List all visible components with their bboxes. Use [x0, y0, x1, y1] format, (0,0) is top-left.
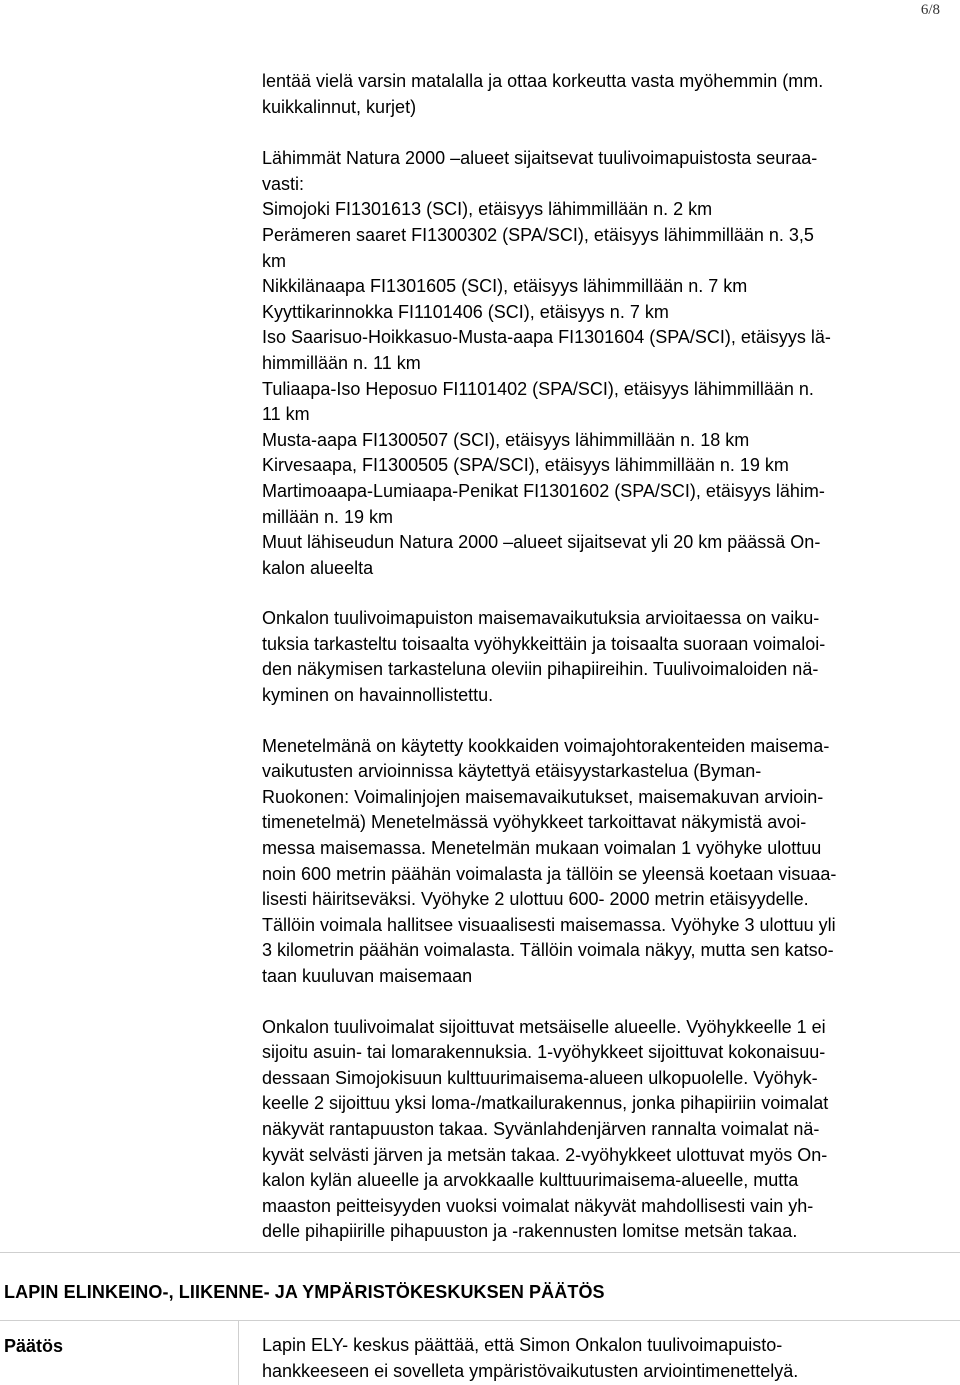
text-line: lentää vielä varsin matalalla ja ottaa korkeutta vasta myöhemmin (mm. [262, 71, 824, 91]
text-line: Kyyttikarinnokka FI1101406 (SCI), etäisyys n. 7 km [262, 301, 669, 322]
section-heading: LAPIN ELINKEINO-, LIIKENNE- JA YMPÄRISTÖKESKUKSEN PÄÄTÖS [4, 1282, 605, 1302]
text-line: Lähimmät Natura 2000 –alueet sijaitsevat tuulivoimapuistosta seuraa- [262, 148, 818, 169]
text-line: noin 600 metrin päähän voimalasta ja tällöin se yleensä koetaan visuaa- [262, 863, 837, 884]
text-line: Nikkilänaapa FI1301605 (SCI), etäisyys lähimmillään n. 7 km [262, 276, 748, 297]
text-line: dessaan Simojokisuun kulttuurimaisema-alueen ulkopuolelle. Vyöhyk- [262, 1067, 818, 1088]
text-line: delle pihapiirille pihapuuston ja -rakennusten lomitse metsän takaa. [262, 1221, 798, 1242]
text-line: vaikutusten arvioinnissa käytettyä etäisyystarkastelua (Byman- [262, 761, 762, 782]
method-paragraph [262, 734, 960, 990]
text-line: millään n. 19 km [262, 506, 394, 527]
landscape-paragraph [262, 606, 960, 708]
text-line: Martimoaapa-Lumiaapa-Penikat FI1301602 (SPA/SCI), etäisyys lähim- [262, 480, 825, 501]
text-line: 3 kilometrin päähän voimalasta. Tällöin voimala näkyy, mutta sen katso- [262, 940, 834, 961]
column-divider [238, 1321, 239, 1385]
natura-paragraph [262, 146, 960, 581]
text-line: Tällöin voimala hallitsee visuaalisesti maisemassa. Vyöhyke 3 ulottuu yli [262, 914, 836, 935]
heading-divider [0, 1320, 960, 1321]
text-line: Lapin ELY- keskus päättää, että Simon Onkalon tuulivoimapuisto- [262, 1335, 783, 1355]
text-line: kalon alueelta [262, 557, 374, 578]
section-divider [0, 1252, 960, 1253]
text-line: tuksia tarkasteltu toisaalta vyöhykkeittäin ja toisaalta suoraan voimaloi- [262, 633, 826, 654]
text-line: hankkeeseen ei sovelleta ympäristövaikutusten arviointimenettelyä. [262, 1360, 799, 1381]
text-line: lisesti häiritseväksi. Vyöhyke 2 ulottuu 600- 2000 metrin etäisyydelle. [262, 889, 809, 910]
text-line: 11 km [262, 404, 310, 425]
text-line: maaston peitteisyyden vuoksi voimalat näkyvät mahdollisesti vain yh- [262, 1195, 814, 1216]
text-line: Onkalon tuulivoimapuiston maisemavaikutuksia arvioitaessa on vaiku- [262, 608, 820, 629]
text-line: kuikkalinnut, kurjet) [262, 96, 417, 117]
text-line: messa maisemassa. Menetelmän mukaan voimalan 1 vyöhyke ulottuu [262, 838, 822, 859]
text-line: kyvät selvästi järven ja metsän takaa. 2-vyöhykkeet ulottuvat myös On- [262, 1144, 828, 1165]
text-line: kyminen on havainnollistettu. [262, 685, 494, 706]
decision-label: Päätös [4, 1336, 64, 1356]
text-line: himmillään n. 11 km [262, 352, 421, 373]
text-line: Musta-aapa FI1300507 (SCI), etäisyys lähimmillään n. 18 km [262, 429, 750, 450]
text-line: Onkalon tuulivoimalat sijoittuvat metsäiselle alueelle. Vyöhykkeelle 1 ei [262, 1016, 826, 1037]
intro-paragraph [262, 69, 960, 120]
text-line: km [262, 250, 286, 271]
text-line: taan kuuluvan maisemaan [262, 966, 473, 986]
text-line: vasti: [262, 173, 305, 194]
text-line: timenetelmä) Menetelmässä vyöhykkeet tarkoittavat näkymistä avoi- [262, 812, 807, 833]
text-line: Ruokonen: Voimalinjojen maisemavaikutukset, maisemakuvan arvioin- [262, 786, 824, 807]
text-line: Perämeren saaret FI1300302 (SPA/SCI), etäisyys lähimmillään n. 3,5 [262, 224, 814, 245]
text-line: Iso Saarisuo-Hoikkasuo-Musta-aapa FI1301604 (SPA/SCI), etäisyys lä- [262, 327, 831, 348]
text-line: keelle 2 sijoittuu yksi loma-/matkailurakennus, jonka pihapiiriin voimalat [262, 1093, 829, 1114]
placement-paragraph [262, 1015, 960, 1245]
document-body [262, 69, 960, 1245]
text-line: Simojoki FI1301613 (SCI), etäisyys lähimmillään n. 2 km [262, 199, 713, 220]
page-number: 6/8 [920, 2, 940, 18]
text-line: Tuliaapa-Iso Heposuo FI1101402 (SPA/SCI), etäisyys lähimmillään n. [262, 378, 814, 399]
text-line: Menetelmänä on käytetty kookkaiden voimajohtorakenteiden maisema- [262, 735, 830, 756]
text-line: Muut lähiseudun Natura 2000 –alueet sijaitsevat yli 20 km päässä On- [262, 532, 821, 553]
text-line: sijoitu asuin- tai lomarakennuksia. 1-vyöhykkeet sijoittuvat kokonaisuu- [262, 1042, 826, 1063]
decision-text [262, 1333, 798, 1384]
text-line: Kirvesaapa, FI1300505 (SPA/SCI), etäisyys lähimmillään n. 19 km [262, 455, 789, 476]
text-line: kalon kylän alueelle ja arvokkaalle kulttuurimaisema-alueelle, mutta [262, 1170, 799, 1191]
text-line: den näkymisen tarkasteluna oleviin pihapiireihin. Tuulivoimaloiden nä- [262, 659, 819, 680]
text-line: näkyvät rantapuuston takaa. Syvänlahdenjärven rannalta voimalat nä- [262, 1118, 820, 1139]
